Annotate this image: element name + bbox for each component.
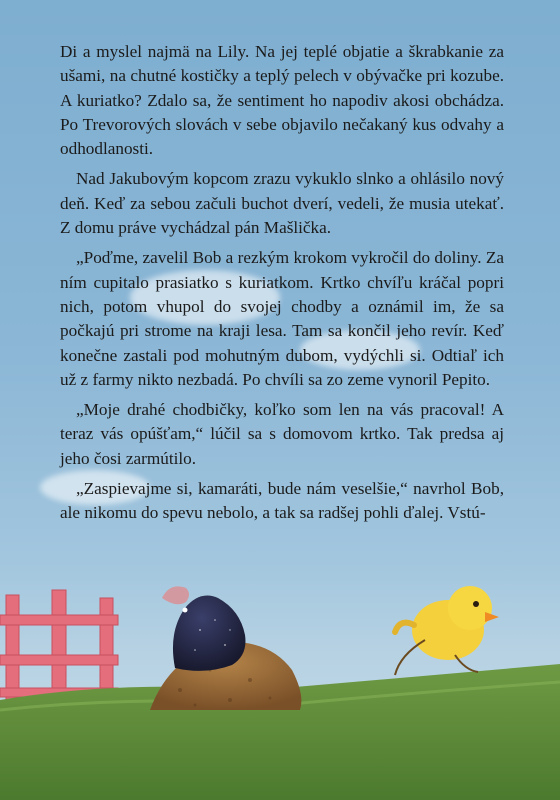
- paragraph-4: „Moje drahé chodbičky, koľko som len na vás pracoval! A teraz vás opúšťam,“ lúčil sa s domovom krtko. Tak predsa aj jeho čosi zarmútilo.: [60, 400, 504, 468]
- story-text: [60, 40, 504, 526]
- paragraph-5: „Zaspievajme si, kamaráti, bude nám veselšie,“ navrhol Bob, ale nikomu do spevu nebolo, a tak sa radšej pohli ďalej. Vstú-: [60, 479, 504, 523]
- illustration: [0, 560, 560, 800]
- paragraph-2: Nad Jakubovým kopcom zrazu vykuklo slnko a ohlásilo nový deň. Keď za sebou začuli buchot dverí, vedeli, že musia utekať. Z domu práve vychádzal pán Mašlička.: [60, 169, 504, 238]
- chick: [395, 586, 499, 675]
- paragraph-3: „Poďme, zavelil Bob a rezkým krokom vykročil do doliny. Za ním cupitalo prasiatko s kuriatkom. Krtko chvíľu kráčal popri nich, potom vhupol do svojej chodby a oznámil im, že sa počkajú pri strome na kraji lesa. Tam sa končil jeho revír. Keď konečne zastali pod mohutným dubom, vydýchli si. Odtiaľ ich už z farmy nikto nezbadá. Po chvíli sa zo zeme vynoril Pepito.: [60, 248, 504, 389]
- paragraph-1: Di a myslel najmä na Lily. Na jej teplé objatie a škrabkanie za ušami, na chutné kostičky a teplý pelech v obývačke pri kozube. A kuriatko? Zdalo sa, že sentiment ho napodiv akosi obchádza. Po Trevorových slovách v sebe objavilo nečakaný kus odvahy a odhodlanosti.: [60, 42, 504, 159]
- mole: [162, 586, 245, 671]
